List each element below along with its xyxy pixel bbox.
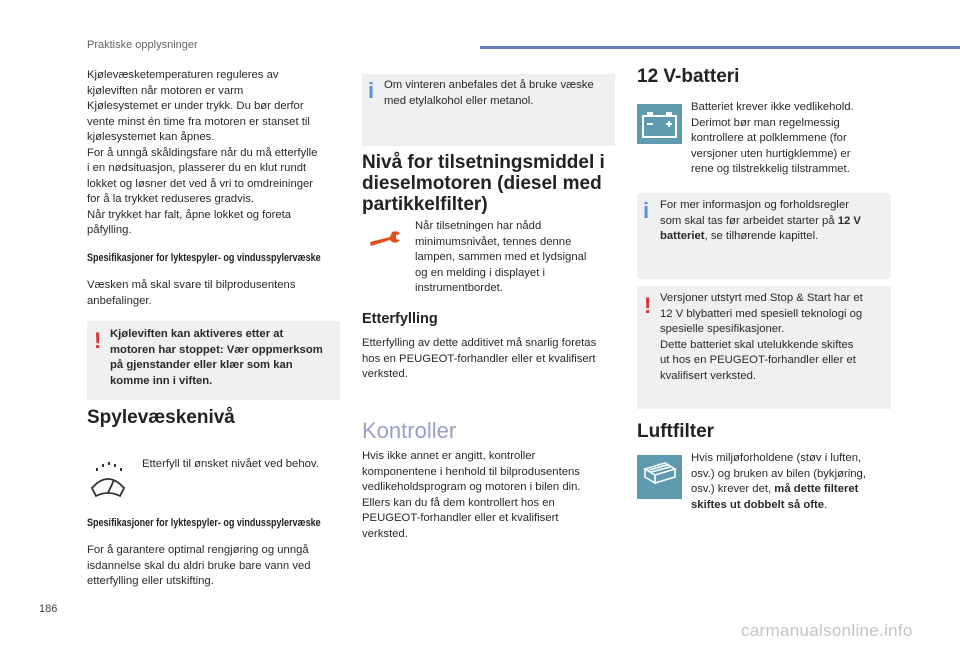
fan-warning-text: Kjøleviften kan aktiveres etter at motoren har stoppet: Vær oppmerksom på gjenstander eller klær som kan komme inn i viften. <box>110 328 323 387</box>
checks-heading: Kontroller <box>362 418 457 443</box>
air-filter-icon <box>637 455 682 499</box>
battery-info-text: For mer informasjon og forholdsregler som skal tas før arbeidet starter på 12 V batteriet, se tilhørende kapittel. <box>660 199 861 242</box>
header-accent-bar <box>480 46 960 49</box>
info-icon: i <box>643 198 650 223</box>
checks-text: Hvis ikke annet er angitt, kontroller komponentene i henhold til bilprodusentens vedlikeholdsprogram og motoren i bilen din. Ellers kan du få dem kontrollert hos en PEUGEOT-forhandler eller et kvalifisert verksted. <box>362 450 581 540</box>
washer-heading: Spylevæskenivå <box>87 407 235 428</box>
additive-text: Når tilsetningen har nådd minimumsnivået, tennes denne lampen, sammen med et lydsignal og en melding i displayet i instrumentbordet. <box>415 220 587 294</box>
watermark: carmanualsonline.info <box>741 621 913 640</box>
spec-heading-2: Spesifikasjoner for lyktespyler- og vindusspylervæske <box>87 517 321 529</box>
additive-heading: Nivå for tilsetningsmiddel i dieselmotoren (diesel med partikkelfilter) <box>362 152 605 215</box>
winter-info-text: Om vinteren anbefales det å bruke væske med etylalkohol eller metanol. <box>384 79 594 107</box>
washer-text: Etterfyll til ønsket nivået ved behov. <box>142 458 319 470</box>
filter-text: Hvis miljøforholdene (støv i luften, osv.) og bruken av bilen (bykjøring, osv.) krever det, må dette filteret skiftes ut dobbelt så ofte. <box>691 452 866 511</box>
info-icon: i <box>368 78 375 103</box>
refill-text: Etterfylling av dette additivet må snarlig foretas hos en PEUGEOT-forhandler eller et kvalifisert verksted. <box>362 337 597 380</box>
section-header: Praktiske opplysninger <box>87 39 198 51</box>
warning-icon: ! <box>94 328 102 353</box>
battery-heading: 12 V-batteri <box>637 66 740 87</box>
spec-text-1: Væsken må skal svare til bilprodusentens anbefalinger. <box>87 279 296 307</box>
page-number: 186 <box>39 603 58 615</box>
warning-icon: ! <box>644 293 652 318</box>
battery-text: Batteriet krever ikke vedlikehold. Derimot bør man regelmessig kontrollere at polklemmene (for versjoner uten hurtigklemme) er rene og tilstrekkelig tilstrammet. <box>691 101 854 175</box>
filter-heading: Luftfilter <box>637 421 715 442</box>
additive-wrench-icon <box>368 228 402 248</box>
washer-fluid-icon <box>88 458 128 502</box>
refill-heading: Etterfylling <box>362 311 438 327</box>
battery-icon <box>637 104 682 144</box>
stop-start-warning-text: Versjoner utstyrt med Stop & Start har et 12 V blybatteri med spesiell teknologi og spesielle spesifikasjoner. Dette batteriet skal utelukkende skiftes ut hos en PEUGEOT-forhandler eller et kvalifisert verksted. <box>660 292 863 382</box>
spec-heading-1: Spesifikasjoner for lyktespyler- og vindusspylervæske <box>87 252 321 264</box>
coolant-intro-text: Kjølevæsketemperaturen reguleres av kjøleviften når motoren er varm Kjølesystemet er under trykk. Du bør derfor vente minst én time fra motoren er stanset til kjølesystemet kan åpnes. For å unngå skåldingsfare når du må etterfylle i en nødsituasjon, plasserer du en klut rundt lokket og løsner det ved å vri to omdreininger for å la trykket reduseres gradvis. Når trykket har falt, åpne lokket og foreta påfylling. <box>87 69 318 236</box>
spec-text-2: For å garantere optimal rengjøring og unngå isdannelse skal du aldri bruke bare vann ved etterfylling eller utskifting. <box>87 544 311 587</box>
